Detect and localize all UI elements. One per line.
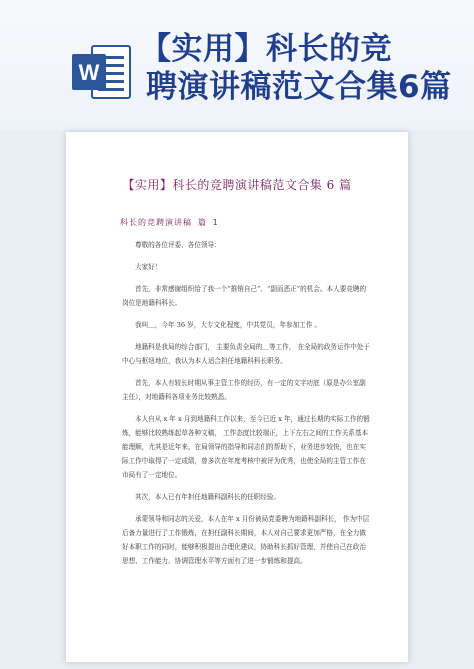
paragraph: 承蒙领导和同志的关爱，本人在年 x 月份被局党委聘为地籍科副科长， 作为中层后备力量进行了工作锻炼，在担任副科长期间，本人对自己要求更加严格，在全力做好本职工作的同时，能够积极提出合理化建议，协助科长抓好管理，并使自己在政治思想、工作能力、协调管理水平等方面有了进一步锻炼和提高。 (122, 515, 370, 565)
document-page (66, 132, 408, 662)
banner (0, 0, 474, 130)
section-title: 科长的竞聘演讲稿 篇 1 (120, 218, 219, 227)
paragraph: 本人自从 x 年 x 月到地籍科工作以来，至今已近 x 年，通过长期的实际工作的锻炼，能够比较熟练起草各种文稿， 工作态度比较端正，上下左右之间的工作关系基本能理顺，尤其是近年来，在局领导的指导和同志们的帮助下，业务进步较快，也在实际工作中取得了一定成绩，曾多次在年度考核中被评为优秀，也使全局的主管工作在市局有了一定地位。 (122, 415, 370, 479)
paragraph: 大家好！ (135, 263, 162, 271)
banner-title-line2: 聘演讲稿范文合集6篇 (146, 69, 452, 105)
paragraph: 地籍科是我局的综合部门， 主要负责全局的＿等工作， 在全局的政务运作中处于中心与枢纽地位，我认为本人适合担任地籍科科长职务。 (122, 343, 370, 365)
paragraph: 首先，非常感谢组织给了我一个“推销自己”、“副而恶正”的机会。本人要竞聘的岗位是地籍科科长。 (122, 285, 367, 307)
word-icon-letter: W (78, 60, 100, 85)
word-document-icon (70, 40, 134, 104)
paragraph: 尊敬的各位评委、各位领导： (135, 241, 221, 249)
document-title: 【实用】科长的竞聘演讲稿范文合集 6 篇 (122, 178, 352, 192)
banner-title (140, 30, 470, 106)
banner-title-line1: 【实用】科长的竞 (140, 31, 392, 67)
document-body (122, 238, 372, 576)
paragraph: 我叫＿，今年 36 岁，大专文化程度，中共党员，年参加工作 。 (135, 321, 322, 329)
paragraph: 其次，本人已有年担任地籍科副科长的任职经验。 (135, 493, 281, 501)
paragraph: 首先，本人有较长时期从事主管工作的经历，有一定的文字功底（原是办公室副主任），对地籍科各项业务比较熟悉。 (122, 379, 366, 401)
